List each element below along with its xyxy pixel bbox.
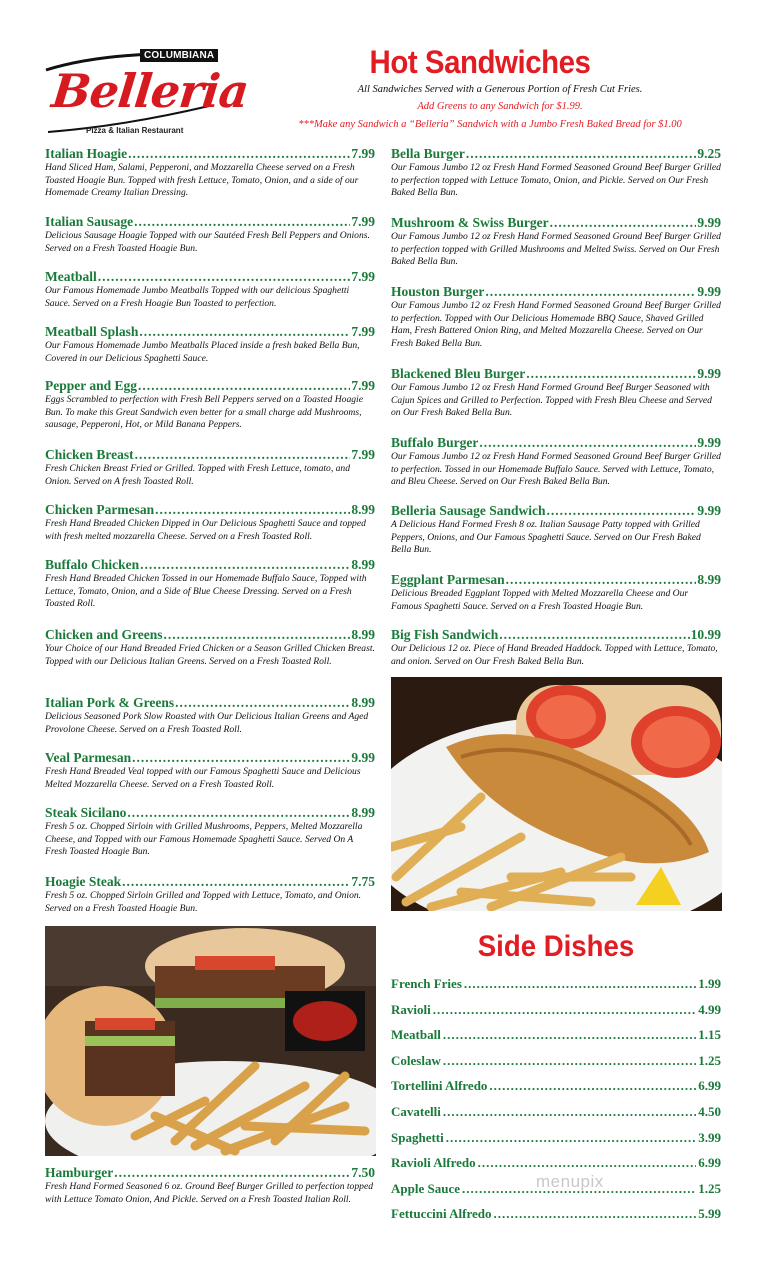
side-dish-name: Apple Sauce xyxy=(391,1180,460,1196)
item-description: Your Choice of our Hand Breaded Fried Chicken or a Season Grilled Chicken Breast. Topped with our Delicious Italian Greens. Served on a Fresh Toasted Roll. xyxy=(45,643,375,667)
side-dishes-title: Side Dishes xyxy=(477,930,635,963)
side-dish-name: Meatball xyxy=(391,1027,441,1043)
menu-item xyxy=(45,557,375,627)
item-name: Buffalo Burger xyxy=(391,435,479,450)
side-dish-price: 4.50 xyxy=(698,1103,721,1119)
side-dish-price: 5.99 xyxy=(698,1206,721,1222)
item-price: 7.99 xyxy=(351,269,375,284)
item-description: A Delicious Hand Formed Fresh 8 oz. Italian Sausage Patty topped with Grilled Peppers, Onions, and Our Famous Spaghetti Sauce. Served on Our Fresh Baked Bella Bun. xyxy=(391,519,701,556)
item-description: Our Famous Jumbo 12 oz Fresh Hand Formed Ground Beef Burger Seasoned with Cajun Spices and Grilled to Perfection. Topped with Fresh Bleu Cheese and Served on Our Fresh Baked Bella Bun. xyxy=(391,382,712,419)
side-dish-item xyxy=(391,1053,721,1079)
item-description: Delicious Breaded Eggplant Topped with Melted Mozzarella Cheese and Our Famous Spaghetti Sauce. Served on a Fresh Toasted Hoagie Bun. xyxy=(391,588,689,612)
item-price: 7.99 xyxy=(351,324,375,339)
menu-item xyxy=(45,627,375,695)
menu-item xyxy=(45,324,375,378)
item-price: 7.50 xyxy=(351,1165,375,1180)
menu-item xyxy=(45,269,375,324)
side-dish-item xyxy=(391,976,721,1002)
section-subtitle: All Sandwiches Served with a Generous Portion of Fresh Cut Fries. xyxy=(357,84,643,95)
item-price: 10.99 xyxy=(690,627,721,642)
item-price: 8.99 xyxy=(697,572,721,587)
item-price: 9.99 xyxy=(351,750,375,765)
side-dish-price: 6.99 xyxy=(698,1078,721,1094)
menu-item xyxy=(45,447,375,502)
item-price: 8.99 xyxy=(351,805,375,820)
menu-item xyxy=(391,366,721,435)
watermark: menupix xyxy=(536,1172,604,1191)
menu-item xyxy=(45,214,375,269)
item-description: Fresh Hand Breaded Veal topped with our Famous Spaghetti Sauce and Delicious Melted Mozzarella Cheese. Served on a Fresh Toasted Roll. xyxy=(45,766,361,790)
side-dish-price: 3.99 xyxy=(698,1129,721,1145)
item-price: 8.99 xyxy=(351,695,375,710)
item-name: Chicken Breast xyxy=(45,447,134,462)
item-description: Fresh Hand Formed Seasoned 6 oz. Ground Beef Burger Grilled to perfection topped with Lettuce Tomato Onion, And Pickle. Served on a Fresh Toasted Italian Roll. xyxy=(45,1181,373,1205)
side-dish-item xyxy=(391,1078,721,1104)
item-name: Hoagie Steak xyxy=(45,874,122,889)
menu-item xyxy=(45,750,375,805)
side-dish-name: Cavatelli xyxy=(391,1103,441,1119)
item-description: Eggs Scrambled to perfection with Fresh Bell Peppers served on a Toasted Hoagie Bun. To make this Great Sandwich even better for a small charge add Mushrooms, sausage, Pepperoni, Hot, or Mild Banana Peppers. xyxy=(45,394,363,431)
item-description: Our Delicious 12 oz. Piece of Hand Breaded Haddock. Topped with Lettuce, Tomato, and onion. Served on Our Fresh Baked Bella Bun. xyxy=(391,643,718,667)
item-name: Big Fish Sandwich xyxy=(391,627,499,642)
item-description: Our Famous Jumbo 12 oz Fresh Hand Formed Seasoned Ground Beef Burger Grilled to perfection. Topped with Our Delicious Homemade BBQ Sauce, Shaved Grilled Ham, Fresh Battered Onion Ring, and Melted Mozzarella Cheese. Served on Our Fresh Baked Bella Bun. xyxy=(391,300,721,349)
item-description: Our Famous Jumbo 12 oz Fresh Hand Formed Seasoned Ground Beef Burger Grilled to perfection topped with Lettuce Tomato, Onion, and Pickle. Served on Our Fresh Baked Bella Bun. xyxy=(391,162,721,199)
side-dish-name: Tortellini Alfredo xyxy=(391,1078,488,1094)
menu-item xyxy=(391,435,721,503)
item-price: 9.99 xyxy=(697,503,721,518)
item-name: Houston Burger xyxy=(391,284,485,299)
item-price: 9.99 xyxy=(697,435,721,450)
item-description: Fresh 5 oz. Chopped Sirloin with Grilled Mushrooms, Peppers, Melted Mozzarella Cheese, and Topped with our Famous Homemade Spaghetti Sauce. Served On A Fresh Toasted Hoagie Bun. xyxy=(45,821,363,858)
menu-item xyxy=(45,695,375,750)
item-price: 9.99 xyxy=(697,215,721,230)
side-dish-item xyxy=(391,1130,721,1156)
item-price: 8.99 xyxy=(351,627,375,642)
item-name: Chicken and Greens xyxy=(45,627,163,642)
side-dish-name: Coleslaw xyxy=(391,1052,441,1068)
item-name: Hamburger xyxy=(45,1165,114,1180)
item-price: 9.25 xyxy=(697,146,721,161)
menu-item xyxy=(45,874,375,926)
menu-item xyxy=(45,805,375,874)
item-price: 7.99 xyxy=(351,214,375,229)
menu-item xyxy=(391,572,721,627)
section-title: Hot Sandwiches xyxy=(369,44,591,80)
side-dish-price: 1.25 xyxy=(698,1180,721,1196)
side-dish-price: 4.99 xyxy=(698,1001,721,1017)
item-name: Buffalo Chicken xyxy=(45,557,140,572)
side-dish-name: Spaghetti xyxy=(391,1129,444,1145)
side-dish-name: Fettuccini Alfredo xyxy=(391,1206,492,1222)
item-name: Steak Sicilano xyxy=(45,805,127,820)
side-dish-name: French Fries xyxy=(391,976,462,991)
side-dish-price: 1.25 xyxy=(698,1052,721,1068)
item-name: Eggplant Parmesan xyxy=(391,572,505,587)
item-description: Fresh Chicken Breast Fried or Grilled. Topped with Fresh Lettuce, tomato, and Onion. Served on A fresh Toasted Roll. xyxy=(45,463,351,487)
menu-item xyxy=(391,146,721,215)
item-price: 7.99 xyxy=(351,378,375,393)
greens-note: Add Greens to any Sandwich for $1.99. xyxy=(417,101,583,112)
right-menu-column xyxy=(391,146,721,672)
item-description: Delicious Sausage Hoagie Topped with our Sautéed Fresh Bell Peppers and Onions. Served on a Fresh Toasted Hoagie Bun. xyxy=(45,230,370,254)
menu-item xyxy=(391,215,721,284)
item-price: 8.99 xyxy=(351,557,375,572)
side-dish-price: 6.99 xyxy=(698,1155,721,1171)
side-dish-item xyxy=(391,1002,721,1028)
menu-item xyxy=(45,378,375,447)
side-dish-item xyxy=(391,1027,721,1053)
menu-item xyxy=(391,284,721,366)
item-name: Blackened Bleu Burger xyxy=(391,366,526,381)
menu-item-hamburger xyxy=(45,1165,375,1206)
item-name: Italian Sausage xyxy=(45,214,134,229)
item-name: Bella Burger xyxy=(391,146,465,161)
fish-sandwich-photo xyxy=(391,677,722,911)
logo-top-label: COLUMBIANA xyxy=(140,49,218,62)
item-name: Belleria Sausage Sandwich xyxy=(391,503,546,518)
item-description: Our Famous Homemade Jumbo Meatballs Placed inside a fresh baked Bella Bun, Covered in our Delicious Spaghetti Sauce. xyxy=(45,340,360,364)
item-description: Fresh 5 oz. Chopped Sirloin Grilled and Topped with Lettuce, Tomato, and Onion. Served on a Fresh Toasted Hoagie Bun. xyxy=(45,890,362,914)
restaurant-logo xyxy=(44,46,251,136)
side-dish-item xyxy=(391,1206,721,1232)
item-description: Fresh Hand Breaded Chicken Tossed in our Homemade Buffalo Sauce, Topped with Lettuce, Tomato, Onion, and a Side of Blue Cheese Dressing. Served on a Fresh Toasted Roll. xyxy=(45,573,367,610)
item-price: 9.99 xyxy=(697,284,721,299)
item-name: Meatball Splash xyxy=(45,324,139,339)
left-menu-column xyxy=(45,146,375,926)
item-name: Chicken Parmesan xyxy=(45,502,155,517)
item-description: Our Famous Homemade Jumbo Meatballs Topped with our delicious Spaghetti Sauce. Served on a Fresh Hoagie Bun Toasted to perfection. xyxy=(45,285,350,309)
item-name: Mushroom & Swiss Burger xyxy=(391,215,549,230)
side-dishes-list xyxy=(391,976,721,1232)
menu-item xyxy=(45,502,375,557)
item-name: Italian Hoagie xyxy=(45,146,128,161)
logo-tagline: Pizza & Italian Restaurant xyxy=(86,126,184,135)
item-price: 9.99 xyxy=(697,366,721,381)
item-price: 8.99 xyxy=(351,502,375,517)
item-price: 7.99 xyxy=(351,447,375,462)
side-dish-item xyxy=(391,1104,721,1130)
menu-item xyxy=(391,627,721,672)
item-name: Italian Pork & Greens xyxy=(45,695,175,710)
item-price: 7.75 xyxy=(351,874,375,889)
item-description: Our Famous Jumbo 12 oz Fresh Hand Formed Seasoned Ground Beef Burger Grilled to perfection. Tossed in our Homemade Buffalo Sauce. Served with Lettuce, Tomato, and Bleu Cheese. Served on Our Fresh Baked Bella Bun. xyxy=(391,451,721,488)
menu-item xyxy=(391,503,721,572)
item-name: Pepper and Egg xyxy=(45,378,138,393)
item-price: 7.99 xyxy=(351,146,375,161)
item-description: Our Famous Jumbo 12 oz Fresh Hand Formed Seasoned Ground Beef Burger Grilled to perfection topped with Grilled Mushrooms and Melted Swiss. Served on Our Fresh Baked Bella Bun. xyxy=(391,231,721,268)
side-dish-price: 1.99 xyxy=(698,976,721,991)
side-dish-name: Ravioli Alfredo xyxy=(391,1155,476,1171)
burger-photo xyxy=(45,926,376,1156)
item-name: Veal Parmesan xyxy=(45,750,132,765)
belleria-note: ***Make any Sandwich a “Belleria” Sandwich with a Jumbo Fresh Baked Bread for $1.00 xyxy=(298,119,682,130)
menu-item xyxy=(45,146,375,214)
item-name: Meatball xyxy=(45,269,97,284)
side-dish-price: 1.15 xyxy=(698,1027,721,1043)
item-description: Hand Sliced Ham, Salami, Pepperoni, and Mozzarella Cheese served on a Fresh Toasted Hoagie Bun. Topped with fresh Lettuce, Tomato, Onion, and a side of our Homemade Creamy Italian Dressing. xyxy=(45,162,359,199)
side-dish-name: Ravioli xyxy=(391,1001,431,1017)
logo-brand: Belleria xyxy=(49,64,251,118)
item-description: Fresh Hand Breaded Chicken Dipped in Our Delicious Spaghetti Sauce and topped with fresh melted mozzarella Cheese. Served on a Fresh Toasted Roll. xyxy=(45,518,366,542)
item-description: Delicious Seasoned Pork Slow Roasted with Our Delicious Italian Greens and Aged Provolone Cheese. Served on a Fresh Toasted Roll. xyxy=(45,711,369,735)
